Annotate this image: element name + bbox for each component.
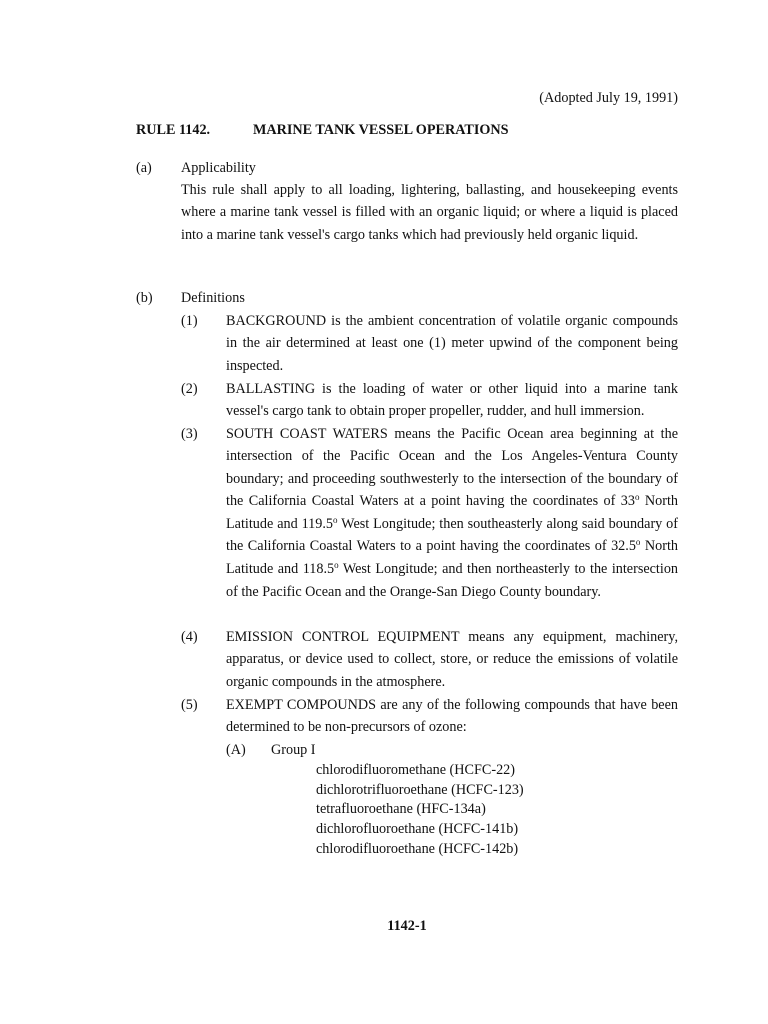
- definition-emission-control-equipment: EMISSION CONTROL EQUIPMENT means any equipment, machinery, apparatus, or device used to collect, store, or reduce the emissions of volatile organic compounds in the atmosphere.: [226, 628, 678, 690]
- compound-item: dichlorotrifluoroethane (HCFC-123): [316, 782, 524, 798]
- rule-number: RULE 1142.: [136, 122, 211, 138]
- definition-exempt-compounds: EXEMPT COMPOUNDS are any of the following compounds that have been determined to be non-precursors of ozone:: [226, 696, 678, 736]
- compound-item: chlorodifluoroethane (HCFC-142b): [316, 841, 519, 857]
- south-coast-text-3: West Longitude; then southeasterly along said boundary of the California Coastal Waters to a point having the coordinates of 32.5: [226, 515, 679, 555]
- definition-4-marker: (4): [181, 629, 198, 645]
- south-coast-text-5: West Longitude; and then northeasterly to the intersection of the Pacific Ocean and the Orange-San Diego County boundary.: [226, 561, 679, 600]
- degree-mark: o: [334, 560, 339, 571]
- degree-mark: o: [635, 537, 641, 548]
- definition-3-marker: (3): [181, 426, 198, 442]
- definition-south-coast-waters: [226, 423, 678, 604]
- adoption-date: (Adopted July 19, 1991): [539, 90, 678, 106]
- compound-item: chlorodifluoromethane (HCFC-22): [316, 762, 515, 778]
- rule-title: MARINE TANK VESSEL OPERATIONS: [253, 122, 509, 138]
- section-b-heading: Definitions: [181, 290, 245, 306]
- definition-ballasting: BALLASTING is the loading of water or other liquid into a marine tank vessel's cargo tank to obtain proper propeller, rudder, and hull immersion.: [226, 380, 678, 420]
- south-coast-text-4: North Latitude and 118.5: [226, 538, 678, 578]
- definition-1-marker: (1): [181, 313, 198, 329]
- degree-mark: o: [634, 492, 640, 503]
- definition-5-marker: (5): [181, 697, 198, 713]
- degree-mark: o: [333, 514, 338, 525]
- compound-item: dichlorofluoroethane (HCFC-141b): [316, 821, 519, 837]
- south-coast-text-2: North Latitude and 119.5: [226, 493, 678, 532]
- definition-2-marker: (2): [181, 381, 198, 397]
- compound-item: tetrafluoroethane (HFC-134a): [316, 801, 486, 817]
- group-a-marker: (A): [226, 742, 246, 758]
- section-a-marker: (a): [136, 160, 152, 176]
- section-a-heading: Applicability: [181, 160, 256, 176]
- section-a-text: This rule shall apply to all loading, lightering, ballasting, and housekeeping events where a marine tank vessel is filled with an organic liquid; or where a liquid is placed into a marine tank vessel's cargo tanks which had previously held organic liquid.: [181, 181, 678, 243]
- definition-background: BACKGROUND is the ambient concentration of volatile organic compounds in the air determined at least one (1) meter upwind of the component being inspected.: [226, 312, 678, 374]
- section-b-marker: (b): [136, 290, 153, 306]
- south-coast-text-1: SOUTH COAST WATERS means the Pacific Ocean area beginning at the intersection of the Pacific Ocean and the Los Angeles-Ventura County boundary; and proceeding southwesterly to the intersection of the boundary of the California Coastal Waters at a point having the coordinates of 33: [226, 425, 678, 510]
- group-a-heading: Group I: [271, 742, 316, 758]
- page-number: 1142-1: [387, 918, 427, 934]
